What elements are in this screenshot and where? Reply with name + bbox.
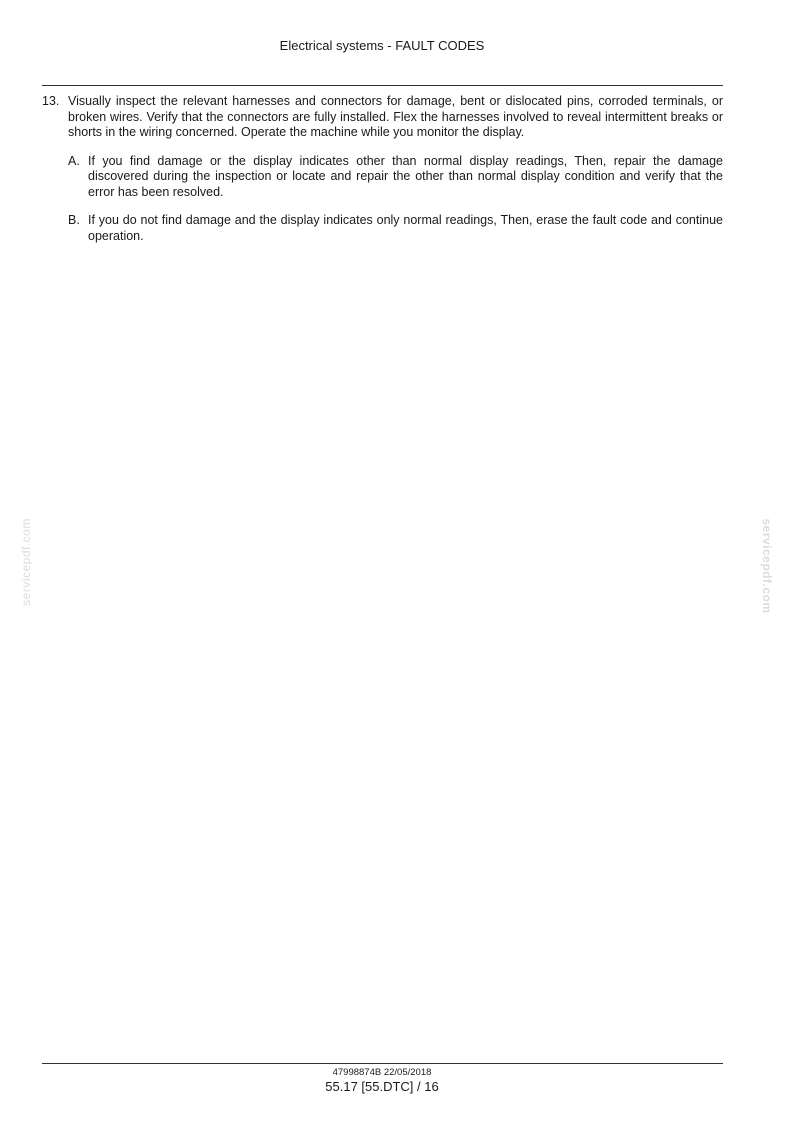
substep-text: If you do not find damage and the display indicates only normal readings, Then, erase the fault code and continue operation. (88, 213, 723, 243)
footer-document-reference: 47998874B 22/05/2018 (332, 1067, 432, 1078)
watermark-right: servicepdf.com (760, 518, 774, 614)
substep-list (42, 154, 723, 245)
page-header-title: Electrical systems - FAULT CODES (279, 38, 485, 53)
substep-b (68, 213, 723, 244)
footer-divider (42, 1063, 723, 1064)
procedure-step (42, 94, 723, 141)
substep-text: If you find damage or the display indicates other than normal display readings, Then, repair the damage discovered during the inspection or locate and repair the other than normal display condition and verify that the error has been resolved. (88, 153, 723, 199)
header-divider (42, 85, 723, 86)
substep-letter: A. (68, 153, 80, 168)
footer-page-number: 55.17 [55.DTC] / 16 (325, 1079, 439, 1094)
step-text: Visually inspect the relevant harnesses and connectors for damage, bent or dislocated pins, corroded terminals, or broken wires. Verify that the connectors are fully installed. Flex the harnesses involved to reveal intermittent breaks or shorts in the wiring concerned. Operate the machine while you monitor the display. (68, 94, 723, 139)
substep-a (68, 154, 723, 201)
watermark-left: servicepdf.com (19, 518, 33, 606)
step-number: 13. (42, 94, 60, 108)
procedure-content (42, 94, 723, 257)
substep-letter: B. (68, 213, 80, 227)
